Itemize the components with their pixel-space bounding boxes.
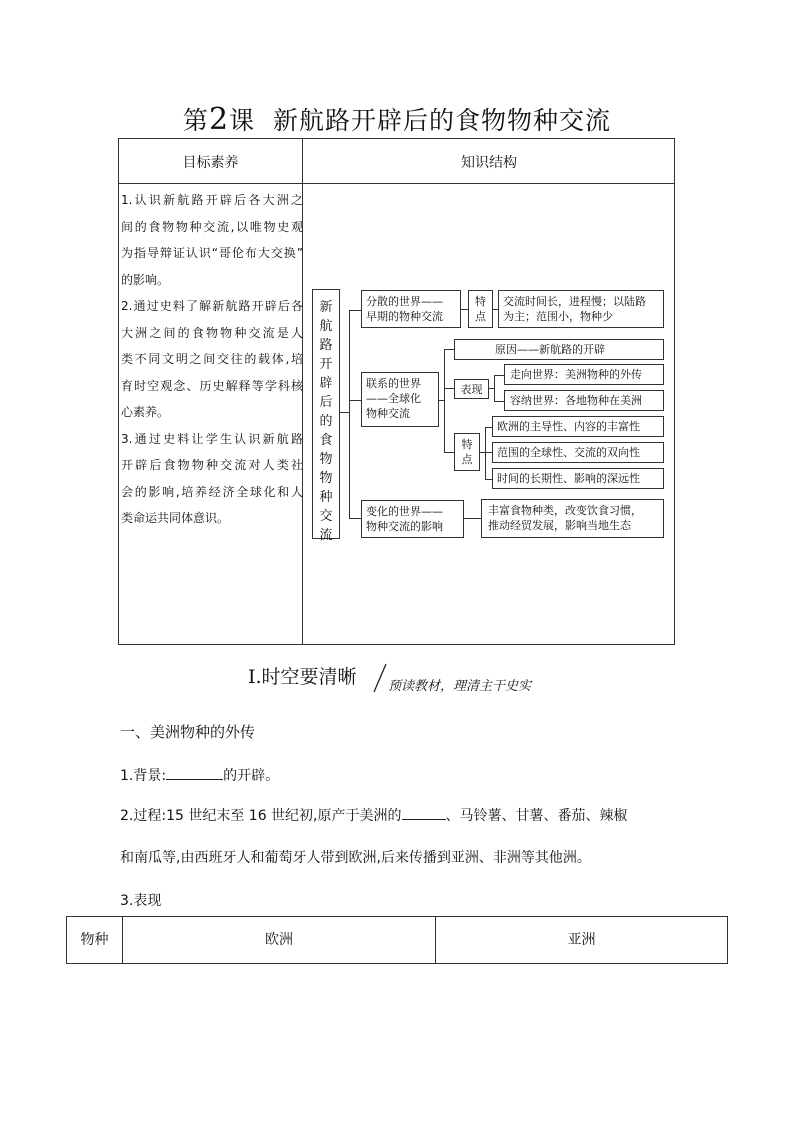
col-asia: 亚洲: [567, 932, 596, 948]
diagram-b3-detail: 丰富食物种类，改变饮食习惯， 推动经贸发展，影响当地生态: [481, 499, 664, 538]
col-europe: 欧洲: [265, 932, 293, 948]
col-species: 物种: [80, 932, 109, 948]
diagram-branch-connected: 联系的世界 ——全球化 物种交流: [361, 372, 439, 427]
diagram-branch-separated: 分散的世界—— 早期的物种交流: [361, 290, 461, 328]
fill-blank[interactable]: [166, 765, 223, 780]
fill-blank[interactable]: [402, 805, 446, 820]
paragraph-background: 1.背景: 的开辟。: [120, 765, 279, 785]
diagram-branch-changed: 变化的世界—— 物种交流的影响: [361, 500, 464, 538]
paragraph-performance: 3.表现: [120, 893, 162, 909]
header-structure: 知识结构: [461, 155, 517, 171]
diagram-b2-feat-3: 时间的长期性、影响的深远性: [492, 468, 664, 489]
goals-text: 1.认识新航路开辟后各大洲之 间的食物物种交流,以唯物史观 为指导辩证认识“哥伦布大交换” 的影响。 2.通过史料了解新航路开辟后各 大洲之间的食物物种交流是人 类不同文明之间交往的载体,培 育时空观念、历史解释等学科核 心素养。 3.通过史料让学生认识新航路 开辟后食物物种交流对人类社 会的影响,培养经济全球化和人 类命运共同体意识。: [121, 193, 303, 525]
diagram-root: 新 航 路 开 辟 后 的 食 物 物 种 交 流: [312, 289, 340, 539]
diagram-b2-feat-2: 范围的全球性、交流的双向性: [492, 442, 664, 463]
diagram-b2-feature: 特 点: [454, 433, 480, 471]
diagram-b2-show-2: 容纳世界：各地物种在美洲: [504, 390, 664, 411]
section-title: Ⅰ.时空要清晰: [248, 666, 357, 688]
diagram-b1-feature: 特 点: [468, 290, 493, 328]
section-subtitle: 预读教材，理清主干史实: [388, 679, 532, 694]
heading-american-species: 一、美洲物种的外传: [120, 723, 256, 741]
slash-divider: [372, 662, 388, 694]
header-goals: 目标素养: [182, 155, 239, 171]
paragraph-process-cont: 和南瓜等,由西班牙人和葡萄牙人带到欧洲,后来传播到亚洲、非洲等其他洲。: [120, 850, 591, 866]
diagram-b1-detail: 交流时间长，进程慢；以陆路 为主；范围小，物种少: [498, 290, 664, 328]
paragraph-process: 2.过程:15 世纪末至 16 世纪初,原产于美洲的 、马铃薯、甘薯、番茄、辣椒: [120, 805, 628, 825]
diagram-b2-show: 表现: [454, 379, 489, 399]
diagram-b2-show-1: 走向世界：美洲物种的外传: [504, 364, 664, 385]
diagram-b2-feat-1: 欧洲的主导性、内容的丰富性: [492, 416, 664, 437]
diagram-b2-cause: 原因——新航路的开辟: [454, 339, 664, 360]
page-title: 第2课 新航路开辟后的食物物种交流: [182, 102, 612, 137]
species-table: [66, 916, 728, 964]
